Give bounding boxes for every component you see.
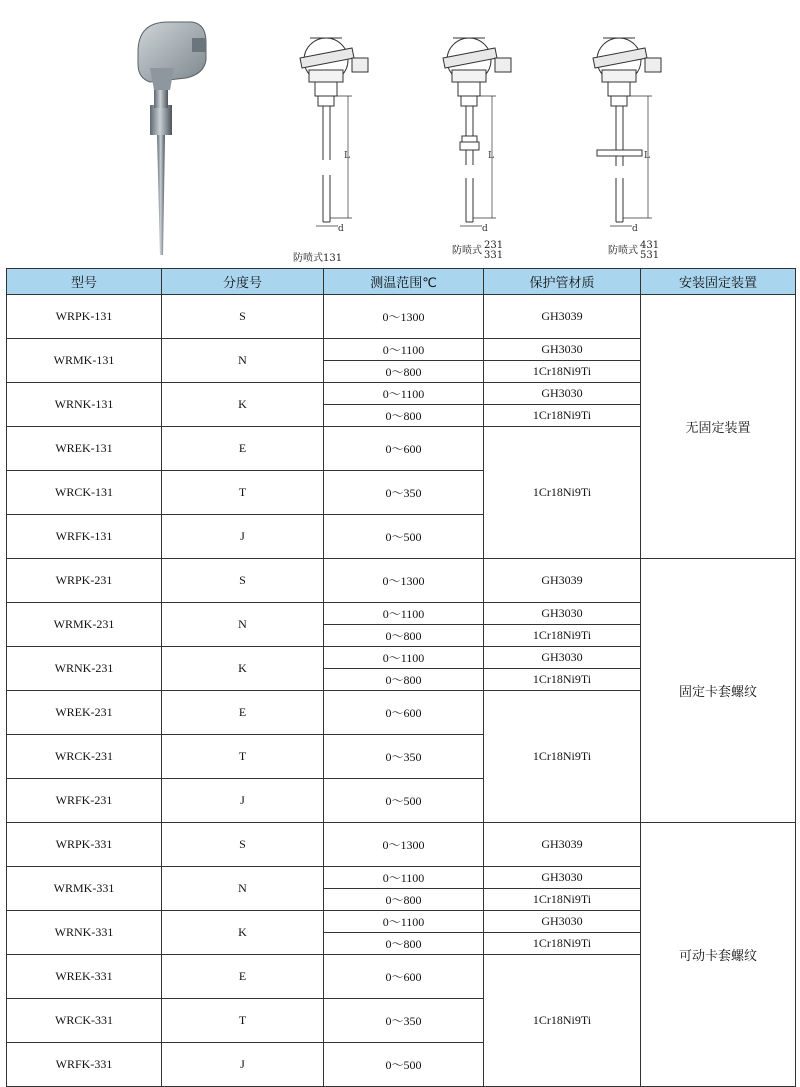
drawing-231-331 [443, 38, 511, 226]
photo-nut [150, 105, 172, 135]
caption-231-331 [452, 241, 503, 261]
material-cell: GH3030 [484, 911, 641, 933]
range-cell: 0～1300 [324, 295, 484, 339]
drawing-131 [300, 38, 368, 226]
model-cell: WRNK-231 [7, 647, 162, 691]
model-cell: WRFK-131 [7, 515, 162, 559]
material-cell: 1Cr18Ni9Ti [484, 427, 641, 559]
material-cell: GH3030 [484, 603, 641, 625]
model-cell: WREK-131 [7, 427, 162, 471]
caption-code: 331 [484, 250, 504, 261]
spec-table [6, 268, 796, 1087]
material-cell: GH3030 [484, 383, 641, 405]
graduation-cell: K [162, 383, 324, 427]
range-cell: 0～1100 [324, 383, 484, 405]
range-cell: 0～350 [324, 999, 484, 1043]
material-cell: GH3030 [484, 867, 641, 889]
range-cell: 0～1100 [324, 339, 484, 361]
material-cell: GH3039 [484, 559, 641, 603]
material-cell: 1Cr18Ni9Ti [484, 933, 641, 955]
col-header-install: 安装固定装置 [641, 269, 796, 295]
graduation-cell: J [162, 515, 324, 559]
range-cell: 0～600 [324, 427, 484, 471]
model-cell: WRNK-131 [7, 383, 162, 427]
drawing-fitting [318, 96, 334, 106]
model-cell: WRPK-131 [7, 295, 162, 339]
model-cell: WRNK-331 [7, 911, 162, 955]
drawing-body [309, 70, 343, 82]
graduation-cell: T [162, 735, 324, 779]
caption-prefix: 防喷式 [452, 245, 482, 257]
drawing-neck [315, 82, 337, 96]
photo-neck [154, 90, 168, 108]
caption-code: 231 [484, 240, 504, 251]
col-header-range: 测温范围℃ [324, 269, 484, 295]
material-cell: 1Cr18Ni9Ti [484, 889, 641, 911]
drawing-gland [352, 58, 368, 72]
drawing-flange [597, 150, 642, 156]
material-cell: GH3030 [484, 339, 641, 361]
graduation-cell: S [162, 823, 324, 867]
caption-code: 531 [640, 250, 660, 261]
material-cell: 1Cr18Ni9Ti [484, 625, 641, 647]
range-cell: 0～350 [324, 471, 484, 515]
graduation-cell: K [162, 911, 324, 955]
drawing-clamp-nut [462, 136, 477, 142]
graduation-cell: T [162, 999, 324, 1043]
model-cell: WRMK-331 [7, 867, 162, 911]
model-cell: WRPK-331 [7, 823, 162, 867]
material-cell: GH3030 [484, 647, 641, 669]
graduation-cell: J [162, 1043, 324, 1087]
diameter-label: d [632, 224, 638, 234]
graduation-cell: E [162, 691, 324, 735]
model-cell: WRCK-231 [7, 735, 162, 779]
graduation-cell: N [162, 603, 324, 647]
install-cell: 固定卡套螺纹 [641, 559, 796, 823]
photo-base [150, 68, 174, 90]
graduation-cell: N [162, 867, 324, 911]
material-cell: 1Cr18Ni9Ti [484, 361, 641, 383]
model-cell: WRFK-231 [7, 779, 162, 823]
range-cell: 0～1100 [324, 911, 484, 933]
product-photo [138, 22, 206, 255]
range-cell: 0～800 [324, 625, 484, 647]
range-cell: 0～600 [324, 691, 484, 735]
material-cell: 1Cr18Ni9Ti [484, 691, 641, 823]
model-cell: WRCK-331 [7, 999, 162, 1043]
col-header-graduation: 分度号 [162, 269, 324, 295]
product-figures [0, 0, 800, 268]
caption-431-531 [608, 241, 659, 261]
install-cell: 可动卡套螺纹 [641, 823, 796, 1087]
range-cell: 0～800 [324, 361, 484, 383]
model-cell: WREK-331 [7, 955, 162, 999]
range-cell: 0～500 [324, 1043, 484, 1087]
graduation-cell: K [162, 647, 324, 691]
range-cell: 0～500 [324, 779, 484, 823]
material-cell: 1Cr18Ni9Ti [484, 955, 641, 1087]
range-cell: 0～350 [324, 735, 484, 779]
table-header-row [7, 269, 796, 295]
range-cell: 0～1300 [324, 559, 484, 603]
length-label: L [488, 151, 494, 161]
length-label: L [344, 151, 350, 161]
length-label: L [644, 151, 650, 161]
model-cell: WRCK-131 [7, 471, 162, 515]
material-cell: 1Cr18Ni9Ti [484, 669, 641, 691]
photo-tube [157, 135, 165, 255]
col-header-material: 保护管材质 [484, 269, 641, 295]
model-cell: WREK-231 [7, 691, 162, 735]
graduation-cell: E [162, 955, 324, 999]
material-cell: 1Cr18Ni9Ti [484, 405, 641, 427]
drawing-431-531 [593, 38, 661, 226]
graduation-cell: T [162, 471, 324, 515]
diameter-label: d [338, 224, 344, 234]
photo-gland [192, 38, 206, 52]
install-cell: 无固定装置 [641, 295, 796, 559]
model-cell: WRFK-331 [7, 1043, 162, 1087]
range-cell: 0～800 [324, 405, 484, 427]
range-cell: 0～1100 [324, 867, 484, 889]
range-cell: 0～600 [324, 955, 484, 999]
range-cell: 0～500 [324, 515, 484, 559]
table-body [7, 295, 796, 1087]
diameter-label: d [482, 224, 488, 234]
graduation-cell: S [162, 559, 324, 603]
model-cell: WRMK-231 [7, 603, 162, 647]
range-cell: 0～800 [324, 889, 484, 911]
col-header-model: 型号 [7, 269, 162, 295]
model-cell: WRPK-231 [7, 559, 162, 603]
caption-prefix: 防喷式 [608, 245, 638, 257]
model-cell: WRMK-131 [7, 339, 162, 383]
material-cell: GH3039 [484, 295, 641, 339]
graduation-cell: S [162, 295, 324, 339]
caption-131: 防喷式131 [293, 253, 343, 264]
graduation-cell: J [162, 779, 324, 823]
range-cell: 0～1300 [324, 823, 484, 867]
range-cell: 0～1100 [324, 603, 484, 625]
graduation-cell: E [162, 427, 324, 471]
caption-code: 431 [640, 240, 660, 251]
drawing-clamp-thread [460, 142, 479, 150]
range-cell: 0～800 [324, 669, 484, 691]
material-cell: GH3039 [484, 823, 641, 867]
thermocouple-drawings [0, 0, 800, 268]
range-cell: 0～1100 [324, 647, 484, 669]
range-cell: 0～800 [324, 933, 484, 955]
graduation-cell: N [162, 339, 324, 383]
